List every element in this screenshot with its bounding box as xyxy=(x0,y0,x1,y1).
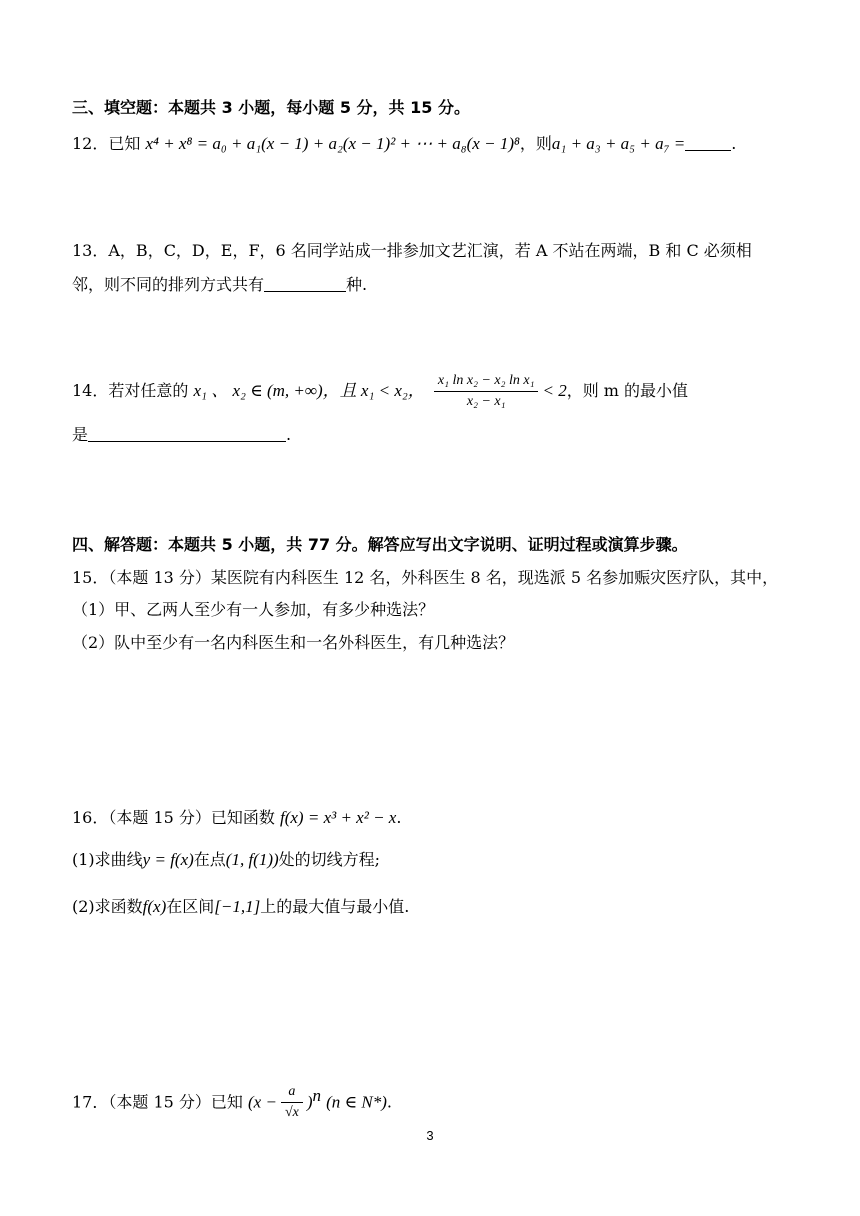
q16-part2-interval: [−1,1] xyxy=(214,897,261,916)
q16-part1-end: 处的切线方程; xyxy=(278,850,381,869)
q16-part2-func: f(x) xyxy=(142,897,167,916)
q13-text-line1: A，B，C，D，E，F，6 名同学站成一排参加文艺汇演，若 A 不站在两端，B 和 C 必须相 xyxy=(108,241,752,260)
q12-middle: ，则 xyxy=(519,134,552,153)
q14-line2-prefix: 是 xyxy=(72,425,89,444)
q17-stem-prefix: 17．（本题 15 分）已知 xyxy=(72,1092,243,1112)
q14-cond: ，且 x₁ < x₂， xyxy=(322,381,425,401)
q16-part1-prefix: (1)求曲线 xyxy=(72,850,143,869)
q14-suffix: ，则 m 的最小值 xyxy=(566,381,689,401)
question-14-line1 xyxy=(72,372,800,411)
q16-part2-mid: 在区间 xyxy=(166,897,215,916)
q16-part1-point: (1, f(1)) xyxy=(225,850,279,869)
q16-part-2 xyxy=(72,893,800,920)
q17-fraction xyxy=(281,1083,303,1122)
q17-end: . xyxy=(386,1092,392,1112)
q14-inequality: < 2 xyxy=(542,381,567,401)
q16-part1-curve: y = f(x) xyxy=(142,850,194,869)
q17-fraction-numerator: a xyxy=(281,1083,303,1103)
q16-part2-prefix: (2)求函数 xyxy=(72,897,143,916)
q16-part1-mid: 在点 xyxy=(193,850,226,869)
q13-number: 13． xyxy=(72,241,109,260)
q12-prefix: 已知 xyxy=(108,134,141,153)
q14-answer-blank xyxy=(88,441,286,442)
q17-fraction-denominator: √x xyxy=(284,1105,299,1121)
q16-function: f(x) = x³ + x² − x xyxy=(280,808,397,827)
q17-base-right: ) xyxy=(306,1092,313,1112)
question-14-line2 xyxy=(72,422,800,448)
page-number: 3 xyxy=(426,1128,434,1143)
q12-target: a₁ + a₃ + a₅ + a₇ = xyxy=(551,134,686,153)
q12-number: 12． xyxy=(72,134,109,153)
q15-part-2: （2）队中至少有一名内科医生和一名外科医生，有几种选法？ xyxy=(72,633,515,652)
q17-exponent: n xyxy=(312,1086,322,1105)
question-17 xyxy=(72,1082,800,1123)
q15-part-1: （1）甲、乙两人至少有一人参加，有多少种选法？ xyxy=(72,600,435,619)
q13-answer-blank xyxy=(264,291,346,292)
q14-line2-suffix: . xyxy=(286,425,292,444)
q14-fraction-denominator: x₂ − x₁ xyxy=(466,394,506,410)
q17-condition: (n ∈ N*) xyxy=(326,1092,387,1112)
q17-base-left: (x − xyxy=(248,1092,277,1112)
question-13-line1 xyxy=(72,238,800,264)
q14-fraction-numerator: x₁ ln x₂ − x₂ ln x₁ xyxy=(434,372,539,392)
q14-fraction xyxy=(434,372,539,411)
q14-vars: x₁ 、 x₂ ∈ (m, +∞) xyxy=(193,381,323,401)
q12-equation: x⁴ + x⁸ = a₀ + a₁(x − 1) + a₂(x − 1)² + ⋯ + a₈(x − 1)⁸ xyxy=(145,134,520,153)
q16-stem-prefix: 16．（本题 15 分）已知函数 xyxy=(72,808,275,827)
q16-stem-end: . xyxy=(396,808,402,827)
q14-number: 14． xyxy=(72,381,109,401)
section-4-heading: 四、解答题：本题共 5 小题，共 77 分。解答应写出文字说明、证明过程或演算步骤。 xyxy=(72,535,688,554)
question-16 xyxy=(72,804,800,831)
q12-answer-blank xyxy=(685,150,731,151)
q16-part2-end: 上的最大值与最小值. xyxy=(260,897,410,916)
q13-text-line2: 邻，则不同的排列方式共有 xyxy=(72,275,265,294)
q12-end: . xyxy=(731,134,737,153)
question-13-line2 xyxy=(72,272,800,298)
q15-stem: 15．（本题 13 分）某医院有内科医生 12 名，外科医生 8 名，现选派 5 名参加赈灾医疗队，其中， xyxy=(72,568,779,587)
q14-prefix: 若对任意的 xyxy=(108,381,189,401)
section-3-heading: 三、填空题：本题共 3 小题，每小题 5 分，共 15 分。 xyxy=(72,98,470,117)
question-12 xyxy=(72,130,800,157)
q16-part-1 xyxy=(72,846,800,873)
q13-suffix: 种. xyxy=(346,275,368,294)
